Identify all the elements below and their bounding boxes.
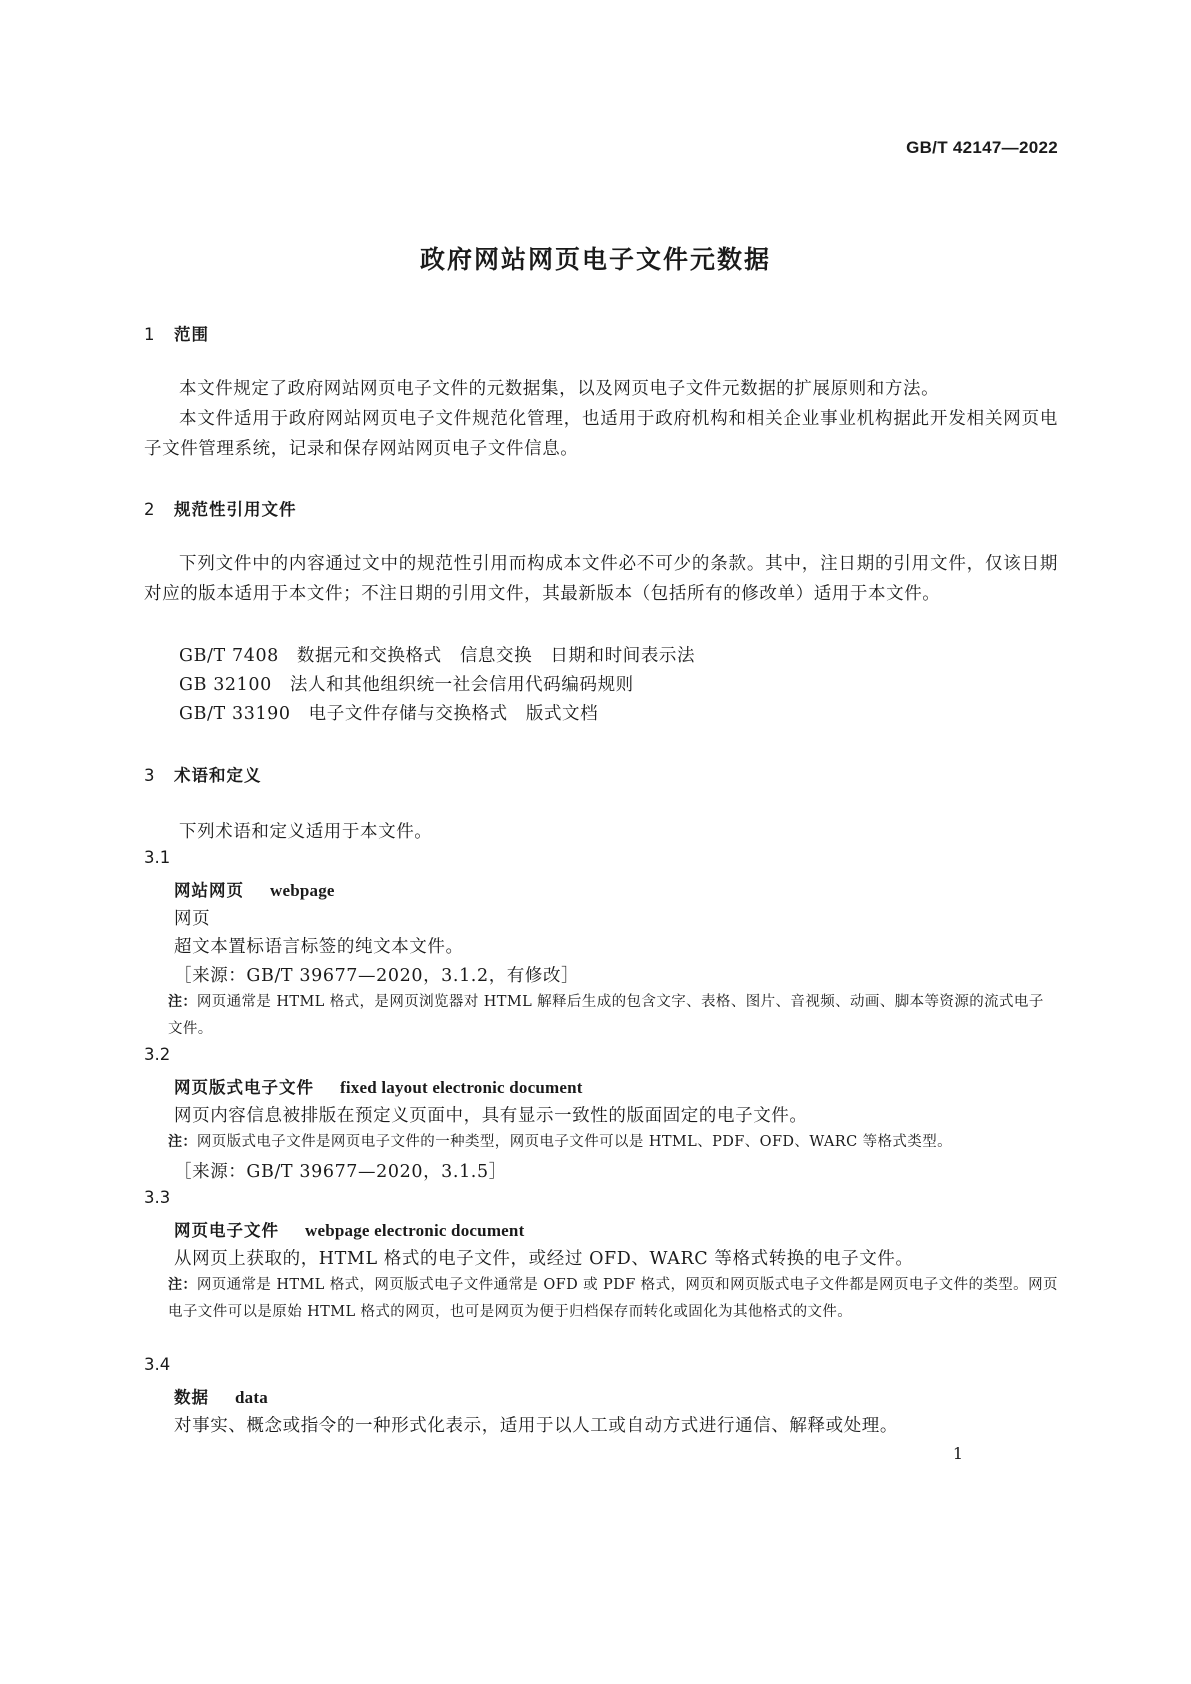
note-text: 网页版式电子文件是网页电子文件的一种类型，网页电子文件可以是 HTML、PDF、OFD、WARC 等格式类型。 (196, 1134, 953, 1150)
section-title: 范围 (174, 325, 209, 344)
reference-title: 电子文件存储与交换格式 版式文档 (308, 704, 599, 724)
note-label: 注： (168, 1277, 197, 1293)
term-definition: 超文本置标语言标签的纯文本文件。 (174, 937, 464, 957)
reference-item (179, 642, 695, 667)
term-number: 3.4 (144, 1355, 171, 1374)
term-en: webpage (270, 881, 335, 900)
note-text: 网页通常是 HTML 格式，网页版式电子文件通常是 OFD 或 PDF 格式，网页和网页版式电子文件都是网页电子文件的类型。网页电子文件可以是原始 HTML 格式的网页，也可是网页为便于归档保存而转化或固化为其他格式的文件。 (168, 1277, 1058, 1320)
section-number: 3 (144, 766, 156, 785)
term-source: ［来源：GB/T 39677—2020，3.1.5］ (174, 1162, 507, 1182)
term-note (168, 989, 1058, 1043)
reference-item (179, 700, 598, 725)
term-zh: 网页版式电子文件 (174, 1078, 314, 1097)
section-number: 2 (144, 500, 156, 519)
note-text: 网页通常是 HTML 格式，是网页浏览器对 HTML 解释后生成的包含文字、表格、图片、音视频、动画、脚本等资源的流式电子文件。 (168, 994, 1044, 1037)
section-title: 术语和定义 (174, 766, 262, 785)
term-alt: 网页 (174, 909, 211, 929)
term-en: webpage electronic document (305, 1221, 525, 1240)
term-number: 3.2 (144, 1045, 171, 1064)
term-note (168, 1129, 1058, 1156)
term-number: 3.1 (144, 848, 171, 867)
term-number: 3.3 (144, 1188, 171, 1207)
term-heading (174, 1074, 583, 1098)
term-heading (174, 1217, 524, 1241)
section-title: 规范性引用文件 (174, 500, 297, 519)
term-zh: 网页电子文件 (174, 1221, 279, 1240)
reference-title: 数据元和交换格式 信息交换 日期和时间表示法 (296, 646, 696, 666)
term-en: fixed layout electronic document (340, 1078, 583, 1097)
section-number: 1 (144, 325, 156, 344)
section-heading-terms (144, 762, 262, 786)
term-definition: 从网页上获取的，HTML 格式的电子文件，或经过 OFD、WARC 等格式转换的电子文件。 (174, 1249, 914, 1269)
paragraph: 本文件规定了政府网站网页电子文件的元数据集，以及网页电子文件元数据的扩展原则和方法。 (179, 379, 940, 399)
term-note (168, 1272, 1058, 1326)
term-heading (174, 877, 335, 901)
reference-item (179, 671, 634, 696)
paragraph: 下列术语和定义适用于本文件。 (179, 822, 433, 842)
document-title: 政府网站网页电子文件元数据 (419, 245, 771, 274)
paragraph: 本文件适用于政府网站网页电子文件规范化管理，也适用于政府机构和相关企业事业机构据此开发相关网页电子文件管理系统，记录和保存网站网页电子文件信息。 (144, 409, 1058, 459)
paragraph: 下列文件中的内容通过文中的规范性引用而构成本文件必不可少的条款。其中，注日期的引用文件，仅该日期对应的版本适用于本文件；不注日期的引用文件，其最新版本（包括所有的修改单）适用于本文件。 (144, 554, 1058, 604)
section-heading-normative-references (144, 496, 297, 520)
reference-code: GB/T 33190 (179, 704, 291, 724)
term-heading (174, 1384, 268, 1408)
term-source: ［来源：GB/T 39677—2020，3.1.2，有修改］ (174, 966, 580, 986)
reference-title: 法人和其他组织统一社会信用代码编码规则 (289, 675, 634, 695)
note-label: 注： (168, 1134, 197, 1150)
term-zh: 网站网页 (174, 881, 244, 900)
term-en: data (235, 1388, 268, 1407)
term-definition: 对事实、概念或指令的一种形式化表示，适用于以人工或自动方式进行通信、解释或处理。 (174, 1416, 898, 1436)
page-number: 1 (952, 1444, 963, 1463)
term-definition: 网页内容信息被排版在预定义页面中，具有显示一致性的版面固定的电子文件。 (174, 1106, 808, 1126)
reference-code: GB 32100 (179, 675, 272, 695)
term-zh: 数据 (174, 1388, 209, 1407)
note-label: 注： (168, 994, 197, 1010)
reference-code: GB/T 7408 (179, 646, 279, 666)
standard-code: GB/T 42147—2022 (906, 138, 1058, 157)
section-heading-scope (144, 321, 209, 345)
